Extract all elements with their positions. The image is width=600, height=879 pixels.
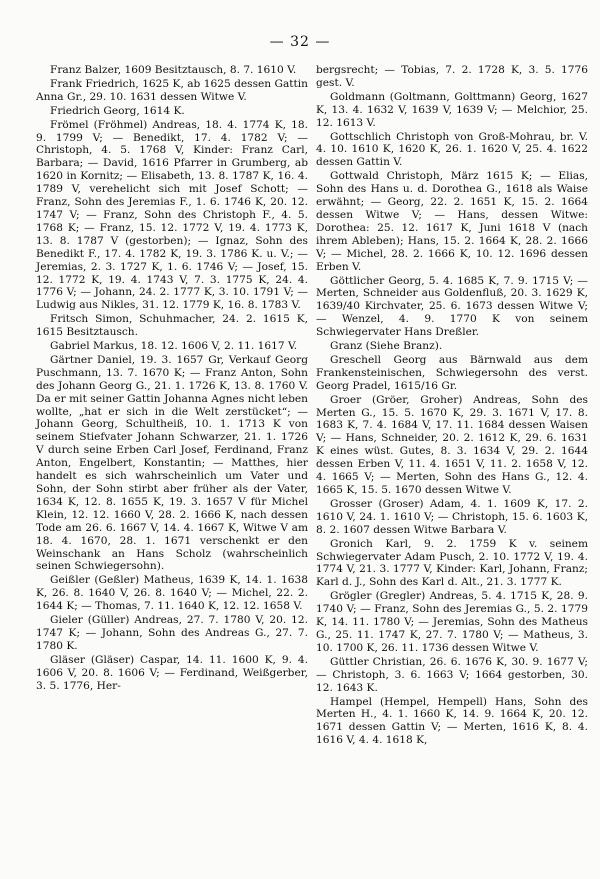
register-entry: Güttler Christian, 26. 6. 1676 K, 30. 9. 1677 V; — Christoph, 3. 6. 1663 V; 1664 gestorben, 30. 12. 1643 K.: [316, 655, 588, 694]
register-entry: Grögler (Gregler) Andreas, 5. 4. 1715 K, 28. 9. 1740 V; — Franz, Sohn des Jeremias G., 5. 2. 1779 K, 14. 11. 1780 V; — Jeremias, Sohn des Matheus G., 25. 11. 1747 K, 27. 7. 1780 V; — Matheus, 3. 10. 1700 K, 26. 11. 1736 dessen Witwe V.: [316, 590, 588, 654]
register-entry: Grosser (Groser) Adam, 4. 1. 1609 K, 17. 2. 1610 V, 24. 1. 1610 V; — Christoph, 15. 6. 1603 K, 8. 2. 1607 dessen Witwe Barbara V.: [316, 497, 588, 536]
register-entry: Frömel (Fröhmel) Andreas, 18. 4. 1774 K, 18. 9. 1799 V; — Benedikt, 17. 4. 1782 V; — Christoph, 4. 5. 1768 V, Kinder: Franz Carl, Barbara; — David, 1616 Pfarrer in Grumberg, ab 1620 in Kornitz; — Elisabeth, 13. 8. 1787 K, 16. 4. 1789 V, verehelicht sich mit Josef Schott; — Franz, Sohn des Jeremias F., 1. 6. 1746 K, 20. 12. 1747 V; — Franz, Sohn des Christoph F., 4. 5. 1768 K; — Franz, 15. 12. 1772 V, 19. 4. 1773 K, 13. 8. 1787 V (gestorben); — Ignaz, Sohn des Benedikt F., 17. 4. 1782 K, 19. 3. 1786 K. u. V.; — Jeremias, 2. 3. 1727 K, 1. 6. 1746 V; — Josef, 15. 12. 1772 K, 19. 4. 1743 V, 7. 3. 1775 K, 24. 4. 1776 V; — Johann, 24. 2. 1777 K, 3. 10. 1791 V; — Ludwig aus Nikles, 31. 12. 1779 K, 16. 8. 1783 V.: [36, 118, 308, 312]
page-number: — 32 —: [269, 34, 331, 50]
register-entry: Hampel (Hempel, Hempell) Hans, Sohn des Merten H., 4. 1. 1660 K, 14. 9. 1664 K, 20. 12. 1671 dessen Gattin V; — Merten, 1616 K, 8. 4. 1616 V, 4. 4. 1618 K,: [316, 695, 588, 747]
register-entry: Geißler (Geßler) Matheus, 1639 K, 14. 1. 1638 K, 26. 8. 1640 V, 26. 8. 1640 V; — Michel, 22. 2. 1644 K; — Thomas, 7. 11. 1640 K, 12. 12. 1658 V.: [36, 574, 308, 613]
register-entry: Gieler (Güller) Andreas, 27. 7. 1780 V, 20. 12. 1747 K; — Johann, Sohn des Andreas G., 27. 7. 1780 K.: [36, 614, 308, 652]
register-entry: Gärtner Daniel, 19. 3. 1657 Gr, Verkauf Georg Puschmann, 13. 7. 1670 K; — Franz Anton, Sohn des Johann Georg G., 21. 1. 1726 K, 13. 8. 1760 V. Da er mit seiner Gattin Johanna Agnes nicht leben wollte, „hat er sich in die Welt zerstücket“; — Johann Georg, Schultheiß, 10. 1. 1713 K von seinem Stiefvater Johann Schwarzer, 21. 1. 1726 V durch seine Erben Carl Josef, Ferdinand, Franz Anton, Engelbert, Konstantin; — Matthes, hier handelt es sich wahrscheinlich um Vater und Sohn, der Sohn stirbt aber früher als der Vater, 1634 K, 12. 8. 1655 K, 19. 3. 1657 V für Michel Klein, 12. 12. 1660 V, 28. 2. 1666 K, nach dessen Tode am 26. 6. 1667 V, 14. 4. 1667 K, Witwe V am 18. 4. 1670, 28. 1. 1671 verschenkt er den Weinschank an Hans Scholz (wahrscheinlich seinen Schwiegersohn).: [36, 353, 308, 573]
left-column: [36, 64, 308, 694]
register-entry: Gronich Karl, 9. 2. 1759 K v. seinem Schwiegervater Adam Pusch, 2. 10. 1772 V, 19. 4. 1774 V, 21. 3. 1777 V, Kinder: Karl, Johann, Franz; Karl d. J., Sohn des Karl d. Alt., 21. 3. 1777 K.: [316, 537, 588, 589]
register-entry: Franz Balzer, 1609 Besitztausch, 8. 7. 1610 V.: [50, 64, 297, 76]
register-entry: Fritsch Simon, Schuhmacher, 24. 2. 1615 K, 1615 Besitztausch.: [36, 313, 308, 339]
register-entry: Gläser (Gläser) Caspar, 14. 11. 1600 K, 9. 4. 1606 V, 20. 8. 1606 V; — Ferdinand, Weißgerber, 3. 5. 1776, Her-: [36, 653, 308, 692]
register-entry: Gottwald Christoph, März 1615 K; — Elias, Sohn des Hans u. d. Dorothea G., 1618 als Waise erwähnt; — Georg, 22. 2. 1651 K, 15. 2. 1664 dessen Witwe V; — Hans, dessen Witwe: Dorothea: 25. 12. 1617 K, Juni 1618 V (nach ihrem Ableben); Hans, 15. 2. 1664 K, 28. 2. 1666 V; — Michel, 28. 2. 1666 K, 10. 12. 1696 dessen Erben V.: [316, 170, 588, 273]
register-entry: Granz (Siehe Branz).: [330, 340, 443, 353]
register-entry: Greschell Georg aus Bärnwald aus dem Frankensteinischen, Schwiegersohn des verst. Georg Pradel, 1615/16 Gr.: [316, 353, 588, 392]
register-entry: Gottschlich Christoph von Groß-Mohrau, br. V. 4. 10. 1610 K, 1620 K, 26. 1. 1620 V, 25. 4. 1622 dessen Gattin V.: [316, 130, 588, 169]
register-entry: Goldmann (Goltmann, Golttmann) Georg, 1627 K, 13. 4. 1632 V, 1639 V, 1639 V; — Melchior, 25. 12. 1613 V.: [316, 90, 588, 129]
register-entry: Friedrich Georg, 1614 K.: [50, 104, 185, 117]
register-entry: Groer (Gröer, Groher) Andreas, Sohn des Merten G., 15. 5. 1670 K, 29. 3. 1671 V, 17. 8. 1683 K, 7. 4. 1684 V, 17. 11. 1684 dessen Waisen V; — Hans, Schneider, 20. 2. 1612 K, 29. 6. 1631 K eines wüst. Gutes, 8. 3. 1634 V, 29. 2. 1644 dessen Erben V, 11. 4. 1651 V, 11. 2. 1658 V, 12. 4. 1665 V; — Merten, Sohn des Hans G., 12. 4. 1665 K, 15. 5. 1670 dessen Witwe V.: [316, 393, 588, 496]
register-entry: Göttlicher Georg, 5. 4. 1685 K, 7. 9. 1715 V; — Merten, Schneider aus Goldenfluß, 20. 3. 1629 K, 1639/40 Kirchvater, 25. 6. 1673 dessen Witwe V; — Wenzel, 4. 9. 1770 K von seinem Schwiegervater Hans Dreßler.: [316, 274, 588, 339]
register-entry: Gabriel Markus, 18. 12. 1606 V, 2. 11. 1617 V.: [50, 340, 298, 353]
right-column: [316, 64, 588, 748]
register-entry-continuation: bergsrecht; — Tobias, 7. 2. 1728 K, 3. 5. 1776 gest. V.: [316, 64, 588, 89]
register-entry: Frank Friedrich, 1625 K, ab 1625 dessen Gattin Anna Gr., 29. 10. 1631 dessen Witwe V.: [36, 77, 308, 103]
